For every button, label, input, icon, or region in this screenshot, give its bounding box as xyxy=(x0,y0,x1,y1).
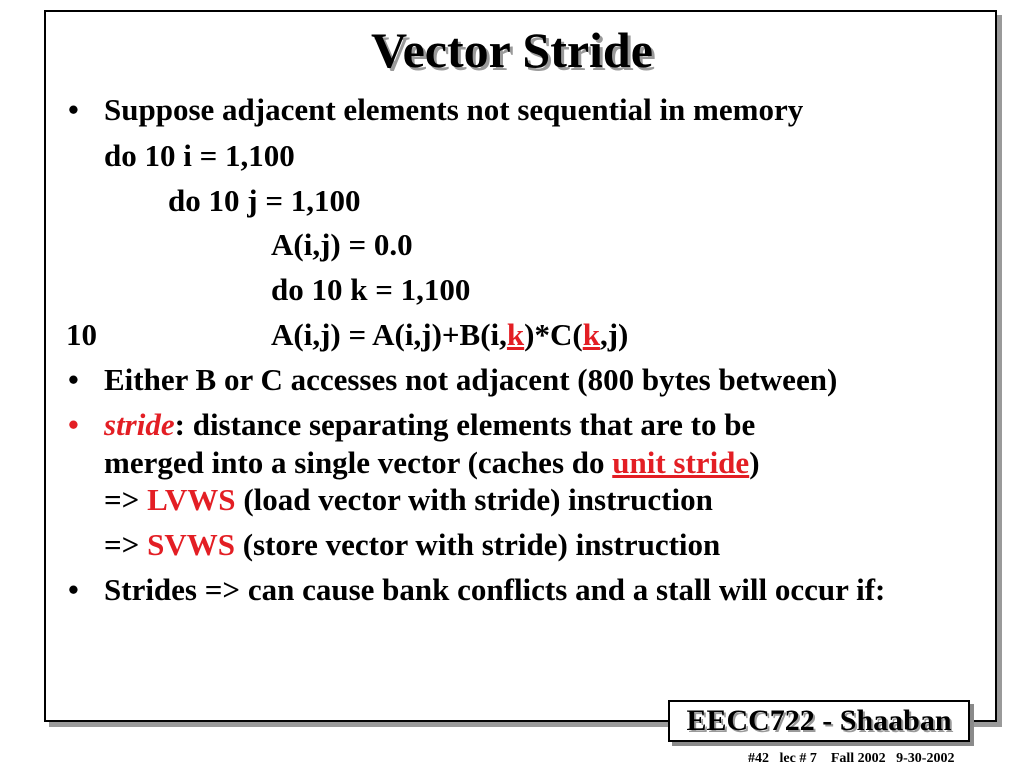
bullet-icon: • xyxy=(68,362,79,397)
lvws-term: LVWS xyxy=(147,482,236,517)
course-badge: EECC722 - Shaaban xyxy=(668,700,970,742)
bullet-item-not-adjacent xyxy=(0,362,1024,398)
text-segment: ) xyxy=(749,445,760,480)
bullet-icon: • xyxy=(68,572,79,607)
text-segment: (load vector with stride) instruction xyxy=(235,482,713,517)
bullet-item-bank-conflicts xyxy=(0,572,1024,608)
lvws-text xyxy=(104,482,713,518)
continuation-line xyxy=(0,445,1024,481)
bullet-icon: • xyxy=(68,407,79,442)
bullet-text: Suppose adjacent elements not sequential in memory xyxy=(104,92,804,127)
code-text: A(i,j) = 0.0 xyxy=(271,227,413,262)
stride-definition: : distance separating elements that are to be xyxy=(174,407,756,442)
slide-footer-info: #42 lec # 7 Fall 2002 9-30-2002 xyxy=(748,751,955,766)
text-segment: (store vector with stride) instruction xyxy=(234,527,721,562)
code-text: do 10 i = 1,100 xyxy=(104,138,295,173)
arrow-text: => xyxy=(104,482,148,517)
code-line-inner-loop xyxy=(0,272,1024,308)
code-text: do 10 j = 1,100 xyxy=(168,183,361,218)
svws-term: SVWS xyxy=(147,527,235,562)
text-segment: merged into a single vector (caches do xyxy=(104,445,613,480)
bullet-icon: • xyxy=(68,92,79,127)
lvws-line xyxy=(0,482,1024,518)
code-segment: )*C( xyxy=(524,317,583,352)
code-segment: ,j) xyxy=(599,317,629,352)
statement-text xyxy=(271,317,628,353)
bullet-item-non-sequential xyxy=(0,92,1024,128)
bullet-text: Either B or C accesses not adjacent (800 bytes between) xyxy=(104,362,838,397)
code-segment: A(i,j) = A(i,j)+B(i, xyxy=(271,317,507,352)
bullet-text xyxy=(104,407,755,443)
unit-stride-term: unit stride xyxy=(612,445,750,480)
arrow-text: => xyxy=(104,527,148,562)
stride-term: stride xyxy=(104,407,175,442)
code-line-statement xyxy=(0,317,1024,353)
code-line-init xyxy=(0,227,1024,263)
bullet-item-stride-definition xyxy=(0,407,1024,443)
statement-label: 10 xyxy=(66,317,97,352)
svws-text xyxy=(104,527,720,563)
slide-title: Vector Stride xyxy=(371,22,653,78)
code-text: do 10 k = 1,100 xyxy=(271,272,471,307)
code-line-outer-loop xyxy=(0,138,1024,174)
svws-line xyxy=(0,527,1024,563)
code-line-middle-loop xyxy=(0,183,1024,219)
continuation-text xyxy=(104,445,760,481)
bullet-text: Strides => can cause bank conflicts and a stall will occur if: xyxy=(104,572,886,607)
stride-index-k: k xyxy=(582,317,600,352)
stride-index-k: k xyxy=(506,317,525,352)
